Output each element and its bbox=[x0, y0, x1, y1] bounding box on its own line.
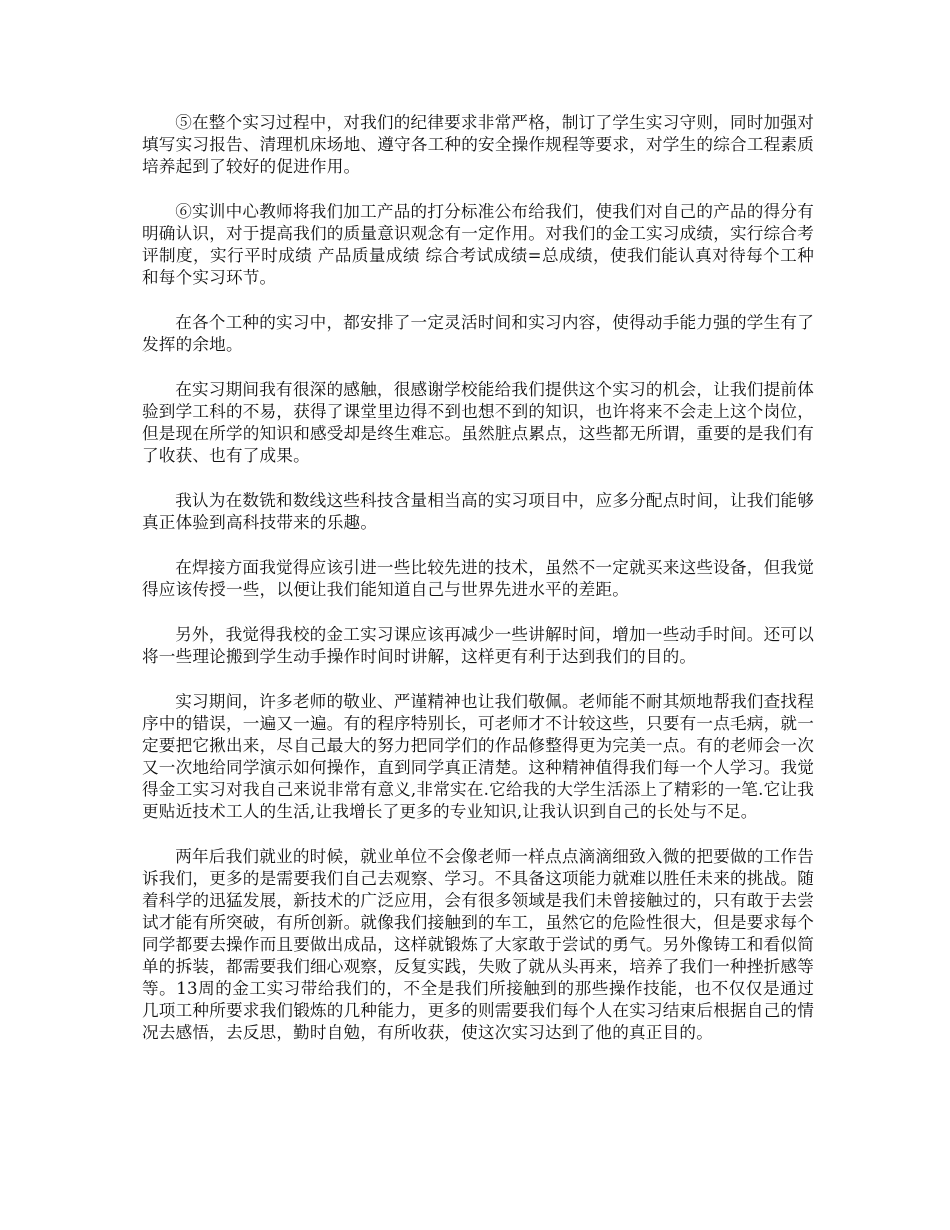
paragraph-grading-standard: ⑥实训中心教师将我们加工产品的打分标准公布给我们，使我们对自己的产品的得分有明确认识，对于提高我们的质量意识观念有一定作用。对我们的金工实习成绩，实行综合考评制度，实行平时成绩 产品质量成绩 综合考试成绩=总成绩，使我们能认真对待每个工种和每个实习环节。 bbox=[142, 202, 814, 287]
paragraph-flexible-time: 在各个工种的实习中，都安排了一定灵活时间和实习内容，使得动手能力强的学生有了发挥的余地。 bbox=[142, 313, 814, 354]
paragraph-teachers: 实习期间，许多老师的敬业、严谨精神也让我们敬佩。老师能不耐其烦地帮我们查找程序中的错误，一遍又一遍。有的程序特别长，可老师才不计较这些，只要有一点毛病，就一定要把它揪出来，尽自己最大的努力把同学们的作品修整得更为完美一点。有的老师会一次又一次地给同学演示如何操作，直到同学真正清楚。这种精神值得我们每一个人学习。我觉得金工实习对我自己来说非常有意义,非常实在.它给我的大学生活添上了精彩的一笔.它让我更贴近技术工人的生活,让我增长了更多的专业知识,让我认识到自己的长处与不足。 bbox=[142, 692, 814, 821]
paragraph-welding-suggestion: 在焊接方面我觉得应该引进一些比较先进的技术，虽然不一定就买来这些设备，但我觉得应该传授一些，以便让我们能知道自己与世界先进水平的差距。 bbox=[142, 558, 814, 599]
paragraph-lecture-time: 另外，我觉得我校的金工实习课应该再减少一些讲解时间，增加一些动手时间。还可以将一些理论搬到学生动手操作时间时讲解，这样更有利于达到我们的目的。 bbox=[142, 625, 814, 666]
document-body bbox=[142, 112, 814, 1067]
paragraph-reflections: 在实习期间我有很深的感触，很感谢学校能给我们提供这个实习的机会，让我们提前体验到学工科的不易，获得了课堂里边得不到也想不到的知识，也许将来不会走上这个岗位，但是现在所学的知识和感受却是终生难忘。虽然脏点累点，这些都无所谓，重要的是我们有了收获、也有了成果。 bbox=[142, 380, 814, 465]
paragraph-discipline: ⑤在整个实习过程中，对我们的纪律要求非常严格，制订了学生实习守则，同时加强对填写实习报告、清理机床场地、遵守各工种的安全操作规程等要求，对学生的综合工程素质培养起到了较好的促进作用。 bbox=[142, 113, 814, 176]
paragraph-cnc-suggestion: 我认为在数铣和数线这些科技含量相当高的实习项目中，应多分配点时间，让我们能够真正体验到高科技带来的乐趣。 bbox=[142, 491, 814, 532]
paragraph-conclusion: 两年后我们就业的时候，就业单位不会像老师一样点点滴滴细致入微的把要做的工作告诉我们，更多的是需要我们自己去观察、学习。不具备这项能力就难以胜任未来的挑战。随着科学的迅猛发展，新技术的广泛应用，会有很多领域是我们未曾接触过的，只有敢于去尝试才能有所突破，有所创新。就像我们接触到的车工，虽然它的危险性很大，但是要求每个同学都要去操作而且要做出成品，这样就锻炼了大家敢于尝试的勇气。另外像铸工和看似简单的拆装，都需要我们细心观察，反复实践，失败了就从头再来，培养了我们一种挫折感等等。13周的金工实习带给我们的，不全是我们所接触到的那些操作技能，也不仅仅是通过几项工种所要求我们锻炼的几种能力，更多的则需要我们每个人在实习结束后根据自己的情况去感悟，去反思，勤时自勉，有所收获，使这次实习达到了他的真正目的。 bbox=[142, 847, 814, 1042]
